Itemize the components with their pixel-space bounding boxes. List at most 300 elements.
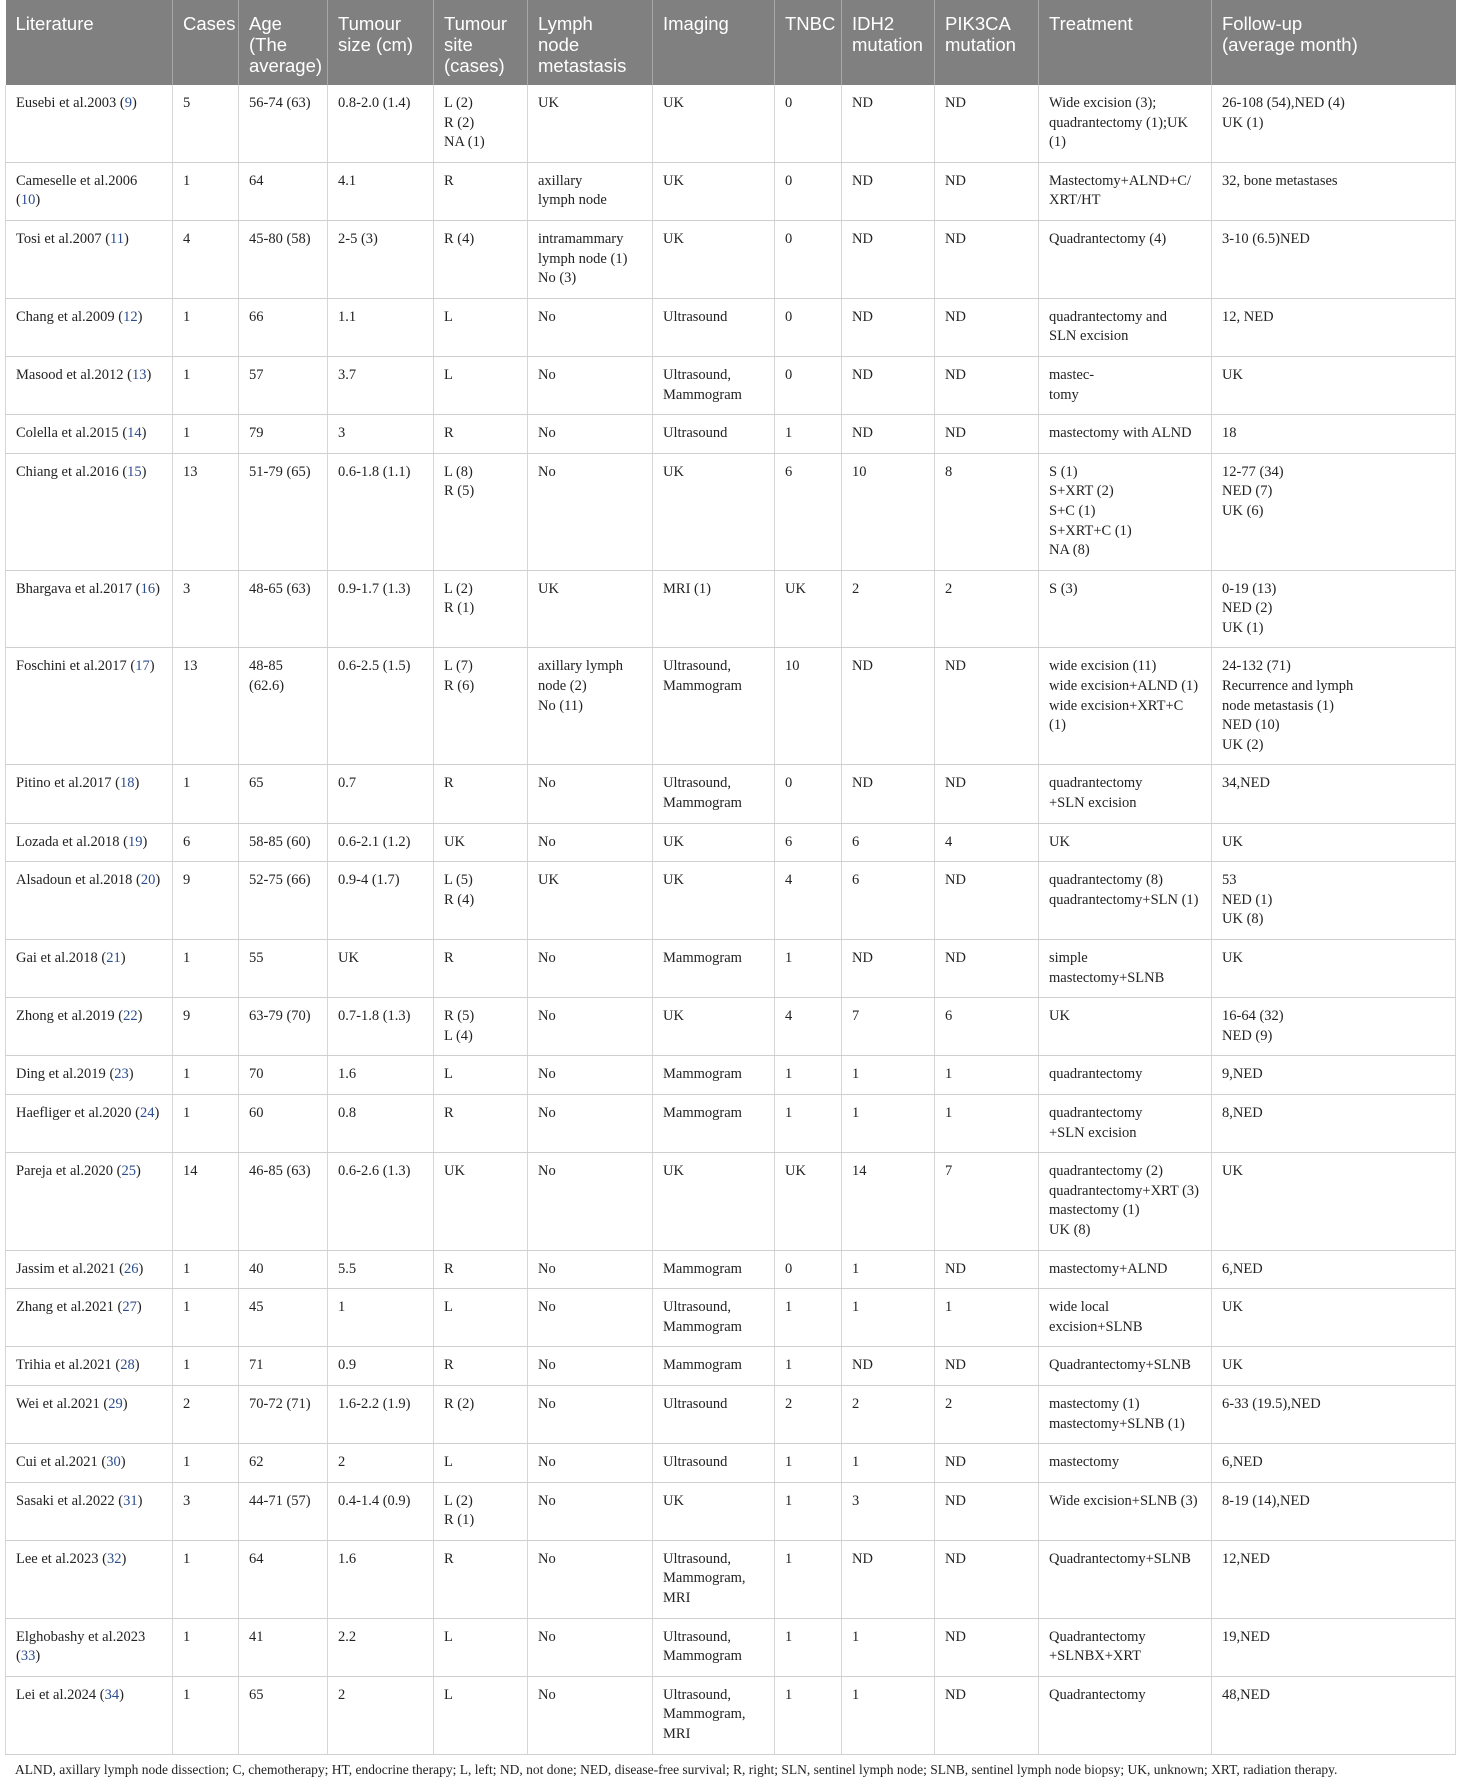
cell-lymph: axillary lymph node (2) No (11) [528, 648, 653, 765]
column-header-lymph: Lymph node metastasis [528, 0, 653, 85]
cell-followup: 26-108 (54),NED (4) UK (1) [1212, 85, 1456, 162]
cell-lit: Lee et al.2023 (32) [6, 1540, 173, 1618]
cell-lit: Elghobashy et al.2023 (33) [6, 1618, 173, 1676]
cell-cases: 1 [173, 940, 239, 998]
cell-age: 44-71 (57) [239, 1482, 328, 1540]
cell-idh2: 1 [842, 1444, 935, 1483]
literature-author: Trihia et al.2021 [16, 1357, 112, 1374]
cell-cases: 13 [173, 648, 239, 765]
cell-site: R [434, 1347, 528, 1386]
cell-tnbc: 0 [775, 85, 842, 162]
cell-lit: Pitino et al.2017 (18) [6, 765, 173, 823]
cell-followup: 3-10 (6.5)NED [1212, 220, 1456, 298]
cell-tnbc: 1 [775, 1094, 842, 1152]
cell-idh2: 1 [842, 1094, 935, 1152]
reference-link[interactable]: 30 [106, 1454, 121, 1471]
cell-age: 65 [239, 1676, 328, 1754]
cell-idh2: 14 [842, 1153, 935, 1250]
cell-cases: 1 [173, 1540, 239, 1618]
literature-author: Jassim et al.2021 [16, 1260, 116, 1277]
cell-pik3ca: ND [935, 1482, 1039, 1540]
cell-treatment: Mastectomy+ALND+C/ XRT/HT [1039, 162, 1212, 220]
cell-tnbc: 1 [775, 940, 842, 998]
cell-lit: Colella et al.2015 (14) [6, 415, 173, 454]
column-header-treatment: Treatment [1039, 0, 1212, 85]
cell-followup: 8-19 (14),NED [1212, 1482, 1456, 1540]
reference-link[interactable]: 28 [120, 1357, 135, 1374]
table-row [6, 415, 1456, 454]
cell-cases: 1 [173, 1347, 239, 1386]
cell-size: 2 [328, 1444, 434, 1483]
cell-idh2: 6 [842, 862, 935, 940]
cell-imaging: Ultrasound, Mammogram [653, 765, 775, 823]
cell-pik3ca: 6 [935, 998, 1039, 1056]
cell-age: 57 [239, 356, 328, 414]
cell-pik3ca: 1 [935, 1056, 1039, 1095]
reference-link[interactable]: 33 [20, 1648, 36, 1665]
literature-author: Wei et al.2021 [16, 1395, 100, 1412]
table-row [6, 1250, 1456, 1289]
cell-age: 41 [239, 1618, 328, 1676]
cell-lymph: No [528, 298, 653, 356]
cell-lymph: No [528, 1676, 653, 1754]
literature-author: Chang et al.2009 [16, 308, 115, 325]
literature-author: Masood et al.2012 [16, 366, 124, 383]
cell-imaging: Ultrasound, Mammogram [653, 356, 775, 414]
cell-idh2: ND [842, 298, 935, 356]
cell-cases: 1 [173, 1444, 239, 1483]
cell-site: R [434, 765, 528, 823]
cell-tnbc: 1 [775, 1056, 842, 1095]
cell-tnbc: 2 [775, 1385, 842, 1443]
cell-site: R (4) [434, 220, 528, 298]
table-row [6, 1094, 1456, 1152]
cell-lymph: No [528, 998, 653, 1056]
cell-site: L [434, 356, 528, 414]
cell-site: L (2) R (1) [434, 1482, 528, 1540]
cell-size: 1 [328, 1289, 434, 1347]
cell-lymph: No [528, 1094, 653, 1152]
cell-treatment: Quadrantectomy+SLNB [1039, 1347, 1212, 1386]
cell-idh2: 2 [842, 1385, 935, 1443]
cell-followup: 6,NED [1212, 1444, 1456, 1483]
cell-followup: 48,NED [1212, 1676, 1456, 1754]
cell-age: 60 [239, 1094, 328, 1152]
cell-pik3ca: ND [935, 1618, 1039, 1676]
cell-treatment: quadrantectomy +SLN excision [1039, 765, 1212, 823]
cell-treatment: UK [1039, 823, 1212, 862]
cell-treatment: quadrantectomy [1039, 1056, 1212, 1095]
reference-link[interactable]: 23 [114, 1066, 129, 1083]
cell-size: 3.7 [328, 356, 434, 414]
reference-link[interactable]: 31 [123, 1492, 138, 1509]
cell-imaging: UK [653, 1153, 775, 1250]
cell-tnbc: 4 [775, 998, 842, 1056]
cell-size: 4.1 [328, 162, 434, 220]
cell-tnbc: UK [775, 1153, 842, 1250]
literature-author: Gai et al.2018 [16, 950, 98, 966]
literature-author: Sasaki et al.2022 [16, 1492, 115, 1509]
reference-link[interactable]: 26 [123, 1260, 139, 1277]
cell-pik3ca: 2 [935, 1385, 1039, 1443]
cell-lit: Trihia et al.2021 (28) [6, 1347, 173, 1386]
cell-imaging: UK [653, 85, 775, 162]
cell-site: L (5) R (4) [434, 862, 528, 940]
cell-treatment: wide excision (11) wide excision+ALND (1) wide excision+XRT+C (1) [1039, 648, 1212, 765]
cell-age: 58-85 (60) [239, 823, 328, 862]
cell-idh2: 1 [842, 1676, 935, 1754]
table-row [6, 998, 1456, 1056]
cell-treatment: mastectomy with ALND [1039, 415, 1212, 454]
cell-age: 52-75 (66) [239, 862, 328, 940]
cell-imaging: Ultrasound, Mammogram [653, 1289, 775, 1347]
cell-size: 0.9-1.7 (1.3) [328, 570, 434, 648]
reference-link[interactable]: 29 [108, 1395, 123, 1412]
literature-author: Lozada et al.2018 [16, 833, 120, 850]
cell-size: 3 [328, 415, 434, 454]
cell-size: 0.8 [328, 1094, 434, 1152]
cell-size: 0.9 [328, 1347, 434, 1386]
literature-author: Colella et al.2015 [16, 425, 119, 442]
cell-followup: 6-33 (19.5),NED [1212, 1385, 1456, 1443]
cell-followup: 34,NED [1212, 765, 1456, 823]
cell-treatment: quadrantectomy +SLN excision [1039, 1094, 1212, 1152]
table-header-row [6, 0, 1456, 85]
literature-author: Foschini et al.2017 [16, 658, 127, 675]
cell-age: 56-74 (63) [239, 85, 328, 162]
cell-followup: 9,NED [1212, 1056, 1456, 1095]
table-container [5, 0, 1455, 1779]
cell-size: 0.9-4 (1.7) [328, 862, 434, 940]
table-row [6, 648, 1456, 765]
cell-lymph: No [528, 356, 653, 414]
cell-lit: Eusebi et al.2003 (9) [6, 85, 173, 162]
literature-author: Tosi et al.2007 [16, 230, 102, 247]
cell-lit: Cui et al.2021 (30) [6, 1444, 173, 1483]
cell-followup: 0-19 (13) NED (2) UK (1) [1212, 570, 1456, 648]
cell-site: L (2) R (1) [434, 570, 528, 648]
cell-size: 2-5 (3) [328, 220, 434, 298]
cell-followup: 12, NED [1212, 298, 1456, 356]
cell-lit: Masood et al.2012 (13) [6, 356, 173, 414]
cell-idh2: 1 [842, 1250, 935, 1289]
cell-age: 70 [239, 1056, 328, 1095]
table-row [6, 862, 1456, 940]
cell-lit: Wei et al.2021 (29) [6, 1385, 173, 1443]
cell-age: 70-72 (71) [239, 1385, 328, 1443]
cell-lymph: No [528, 1618, 653, 1676]
cell-tnbc: 0 [775, 1250, 842, 1289]
table-row [6, 1056, 1456, 1095]
cell-treatment: wide local excision+SLNB [1039, 1289, 1212, 1347]
table-row [6, 570, 1456, 648]
cell-site: L [434, 298, 528, 356]
cell-lymph: No [528, 1250, 653, 1289]
cell-age: 48-85 (62.6) [239, 648, 328, 765]
cell-followup: UK [1212, 1289, 1456, 1347]
cell-age: 71 [239, 1347, 328, 1386]
cell-followup: UK [1212, 1153, 1456, 1250]
cell-lit: Haefliger et al.2020 (24) [6, 1094, 173, 1152]
cell-tnbc: 0 [775, 220, 842, 298]
table-row [6, 298, 1456, 356]
cell-pik3ca: ND [935, 648, 1039, 765]
cell-age: 51-79 (65) [239, 453, 328, 570]
literature-review-table [5, 0, 1456, 1755]
cell-site: R [434, 1540, 528, 1618]
reference-link[interactable]: 9 [124, 95, 132, 111]
table-body [6, 85, 1456, 1754]
cell-treatment: mastec- tomy [1039, 356, 1212, 414]
cell-imaging: UK [653, 823, 775, 862]
literature-author: Bhargava et al.2017 [16, 580, 133, 597]
table-footnote: ALND, axillary lymph node dissection; C, chemotherapy; HT, endocrine therapy; L, left; ND, not done; NED, disease-free survival; R, right; SLN, sentinel lymph node; SLNB, sentinel lymph node biopsy; UK, unknown; XRT, radiation therapy. [15, 1761, 1338, 1777]
table-row [6, 220, 1456, 298]
cell-lymph: UK [528, 570, 653, 648]
cell-size: 1.6-2.2 (1.9) [328, 1385, 434, 1443]
cell-imaging: Mammogram [653, 1250, 775, 1289]
cell-age: 63-79 (70) [239, 998, 328, 1056]
cell-lit: Tosi et al.2007 (11) [6, 220, 173, 298]
cell-cases: 1 [173, 1676, 239, 1754]
reference-link[interactable]: 13 [132, 366, 147, 383]
cell-site: L [434, 1676, 528, 1754]
table-row [6, 1444, 1456, 1483]
cell-cases: 1 [173, 1250, 239, 1289]
cell-idh2: ND [842, 220, 935, 298]
cell-imaging: Ultrasound [653, 415, 775, 454]
cell-idh2: 3 [842, 1482, 935, 1540]
cell-lymph: No [528, 1153, 653, 1250]
cell-idh2: 10 [842, 453, 935, 570]
cell-treatment: mastectomy+ALND [1039, 1250, 1212, 1289]
cell-treatment: Wide excision (3); quadrantectomy (1);UK (1) [1039, 85, 1212, 162]
table-row [6, 85, 1456, 162]
cell-site: UK [434, 1153, 528, 1250]
literature-author: Lee et al.2023 [16, 1550, 99, 1567]
cell-pik3ca: ND [935, 862, 1039, 940]
cell-pik3ca: ND [935, 162, 1039, 220]
reference-link[interactable]: 27 [122, 1299, 137, 1316]
cell-site: R [434, 940, 528, 998]
table-row [6, 765, 1456, 823]
cell-age: 45-80 (58) [239, 220, 328, 298]
cell-idh2: 2 [842, 570, 935, 648]
cell-followup: 19,NED [1212, 1618, 1456, 1676]
cell-size: 0.6-2.1 (1.2) [328, 823, 434, 862]
column-header-site: Tumour site (cases) [434, 0, 528, 85]
cell-site: L (7) R (6) [434, 648, 528, 765]
cell-cases: 4 [173, 220, 239, 298]
reference-link[interactable]: 17 [135, 658, 150, 675]
cell-idh2: ND [842, 85, 935, 162]
reference-link[interactable]: 12 [123, 308, 138, 325]
table-row [6, 356, 1456, 414]
cell-idh2: 1 [842, 1289, 935, 1347]
reference-link[interactable]: 20 [140, 872, 156, 889]
cell-treatment: Quadrantectomy+SLNB [1039, 1540, 1212, 1618]
cell-lymph: No [528, 1056, 653, 1095]
cell-idh2: ND [842, 1347, 935, 1386]
cell-age: 55 [239, 940, 328, 998]
reference-link[interactable]: 24 [140, 1104, 155, 1121]
cell-idh2: ND [842, 162, 935, 220]
cell-imaging: UK [653, 998, 775, 1056]
literature-author: Eusebi et al.2003 [16, 95, 117, 111]
reference-link[interactable]: 10 [20, 192, 36, 209]
reference-link[interactable]: 11 [110, 230, 125, 247]
column-header-idh2: IDH2 mutation [842, 0, 935, 85]
cell-followup: 12-77 (34) NED (7) UK (6) [1212, 453, 1456, 570]
cell-cases: 1 [173, 298, 239, 356]
table-row [6, 453, 1456, 570]
table-row [6, 162, 1456, 220]
cell-site: L [434, 1056, 528, 1095]
cell-followup: UK [1212, 1347, 1456, 1386]
cell-pik3ca: 8 [935, 453, 1039, 570]
table-row [6, 1676, 1456, 1754]
cell-age: 48-65 (63) [239, 570, 328, 648]
cell-lit: Zhong et al.2019 (22) [6, 998, 173, 1056]
cell-tnbc: 0 [775, 765, 842, 823]
cell-lymph: No [528, 1540, 653, 1618]
cell-site: R (2) [434, 1385, 528, 1443]
cell-size: 2.2 [328, 1618, 434, 1676]
cell-imaging: MRI (1) [653, 570, 775, 648]
cell-followup: 8,NED [1212, 1094, 1456, 1152]
cell-followup: UK [1212, 356, 1456, 414]
cell-tnbc: 6 [775, 453, 842, 570]
cell-treatment: Quadrantectomy (4) [1039, 220, 1212, 298]
cell-lit: Chang et al.2009 (12) [6, 298, 173, 356]
cell-site: UK [434, 823, 528, 862]
cell-followup: 24-132 (71) Recurrence and lymph node metastasis (1) NED (10) UK (2) [1212, 648, 1456, 765]
literature-author: Cui et al.2021 [16, 1454, 98, 1471]
cell-followup: 6,NED [1212, 1250, 1456, 1289]
cell-lymph: No [528, 823, 653, 862]
cell-cases: 1 [173, 356, 239, 414]
cell-followup: UK [1212, 940, 1456, 998]
cell-lymph: No [528, 1482, 653, 1540]
cell-size: UK [328, 940, 434, 998]
cell-lit: Zhang et al.2021 (27) [6, 1289, 173, 1347]
cell-size: 1.6 [328, 1056, 434, 1095]
cell-tnbc: 1 [775, 1444, 842, 1483]
cell-lit: Lozada et al.2018 (19) [6, 823, 173, 862]
cell-pik3ca: ND [935, 765, 1039, 823]
cell-lit: Chiang et al.2016 (15) [6, 453, 173, 570]
cell-lymph: UK [528, 85, 653, 162]
column-header-pik3ca: PIK3CA mutation [935, 0, 1039, 85]
cell-treatment: quadrantectomy and SLN excision [1039, 298, 1212, 356]
reference-link[interactable]: 19 [127, 833, 143, 850]
reference-link[interactable]: 15 [127, 463, 142, 480]
cell-tnbc: 6 [775, 823, 842, 862]
cell-pik3ca: ND [935, 940, 1039, 998]
cell-size: 0.6-2.6 (1.3) [328, 1153, 434, 1250]
reference-link[interactable]: 16 [140, 580, 156, 597]
reference-link[interactable]: 18 [119, 775, 135, 792]
cell-tnbc: 1 [775, 1482, 842, 1540]
cell-tnbc: 1 [775, 415, 842, 454]
cell-followup: 12,NED [1212, 1540, 1456, 1618]
cell-tnbc: 1 [775, 1618, 842, 1676]
cell-tnbc: 10 [775, 648, 842, 765]
table-row [6, 1482, 1456, 1540]
cell-cases: 1 [173, 1094, 239, 1152]
cell-idh2: 1 [842, 1618, 935, 1676]
cell-imaging: Ultrasound [653, 1385, 775, 1443]
cell-pik3ca: ND [935, 1540, 1039, 1618]
column-header-followup: Follow-up (average month) [1212, 0, 1456, 85]
cell-treatment: S (1) S+XRT (2) S+C (1) S+XRT+C (1) NA (8) [1039, 453, 1212, 570]
literature-author: Lei et al.2024 [16, 1686, 97, 1703]
cell-imaging: Ultrasound, Mammogram [653, 648, 775, 765]
reference-link[interactable]: 14 [127, 425, 142, 442]
cell-tnbc: 1 [775, 1540, 842, 1618]
table-row [6, 1385, 1456, 1443]
cell-pik3ca: ND [935, 1347, 1039, 1386]
column-header-size: Tumour size (cm) [328, 0, 434, 85]
reference-link[interactable]: 34 [104, 1686, 120, 1703]
cell-imaging: UK [653, 862, 775, 940]
cell-imaging: Mammogram [653, 1347, 775, 1386]
cell-idh2: ND [842, 415, 935, 454]
cell-idh2: ND [842, 648, 935, 765]
cell-tnbc: 0 [775, 298, 842, 356]
column-header-lit: Literature [6, 0, 173, 85]
cell-cases: 9 [173, 998, 239, 1056]
cell-imaging: Ultrasound, Mammogram, MRI [653, 1540, 775, 1618]
literature-author: Cameselle et al.2006 [16, 172, 138, 189]
cell-size: 0.8-2.0 (1.4) [328, 85, 434, 162]
table-row [6, 1153, 1456, 1250]
cell-lit: Sasaki et al.2022 (31) [6, 1482, 173, 1540]
reference-link[interactable]: 21 [106, 950, 121, 966]
reference-link[interactable]: 22 [123, 1008, 138, 1025]
cell-tnbc: 1 [775, 1676, 842, 1754]
literature-author: Haefliger et al.2020 [16, 1104, 132, 1121]
cell-pik3ca: ND [935, 220, 1039, 298]
reference-link[interactable]: 32 [107, 1550, 122, 1567]
cell-cases: 1 [173, 1289, 239, 1347]
cell-age: 45 [239, 1289, 328, 1347]
cell-imaging: Ultrasound [653, 1444, 775, 1483]
cell-pik3ca: ND [935, 1676, 1039, 1754]
cell-cases: 2 [173, 1385, 239, 1443]
cell-age: 62 [239, 1444, 328, 1483]
cell-tnbc: 1 [775, 1289, 842, 1347]
cell-imaging: Mammogram [653, 1056, 775, 1095]
cell-lit: Foschini et al.2017 (17) [6, 648, 173, 765]
cell-size: 1.1 [328, 298, 434, 356]
cell-pik3ca: ND [935, 415, 1039, 454]
reference-link[interactable]: 25 [121, 1163, 137, 1180]
cell-lymph: No [528, 940, 653, 998]
cell-size: 0.7 [328, 765, 434, 823]
cell-cases: 3 [173, 1482, 239, 1540]
cell-site: L (8) R (5) [434, 453, 528, 570]
cell-idh2: 1 [842, 1056, 935, 1095]
column-header-age: Age (The average) [239, 0, 328, 85]
cell-followup: 16-64 (32) NED (9) [1212, 998, 1456, 1056]
cell-treatment: mastectomy [1039, 1444, 1212, 1483]
cell-treatment: Quadrantectomy +SLNBX+XRT [1039, 1618, 1212, 1676]
cell-pik3ca: ND [935, 1250, 1039, 1289]
cell-idh2: ND [842, 356, 935, 414]
literature-author: Zhang et al.2021 [16, 1299, 114, 1316]
cell-lymph: No [528, 1385, 653, 1443]
